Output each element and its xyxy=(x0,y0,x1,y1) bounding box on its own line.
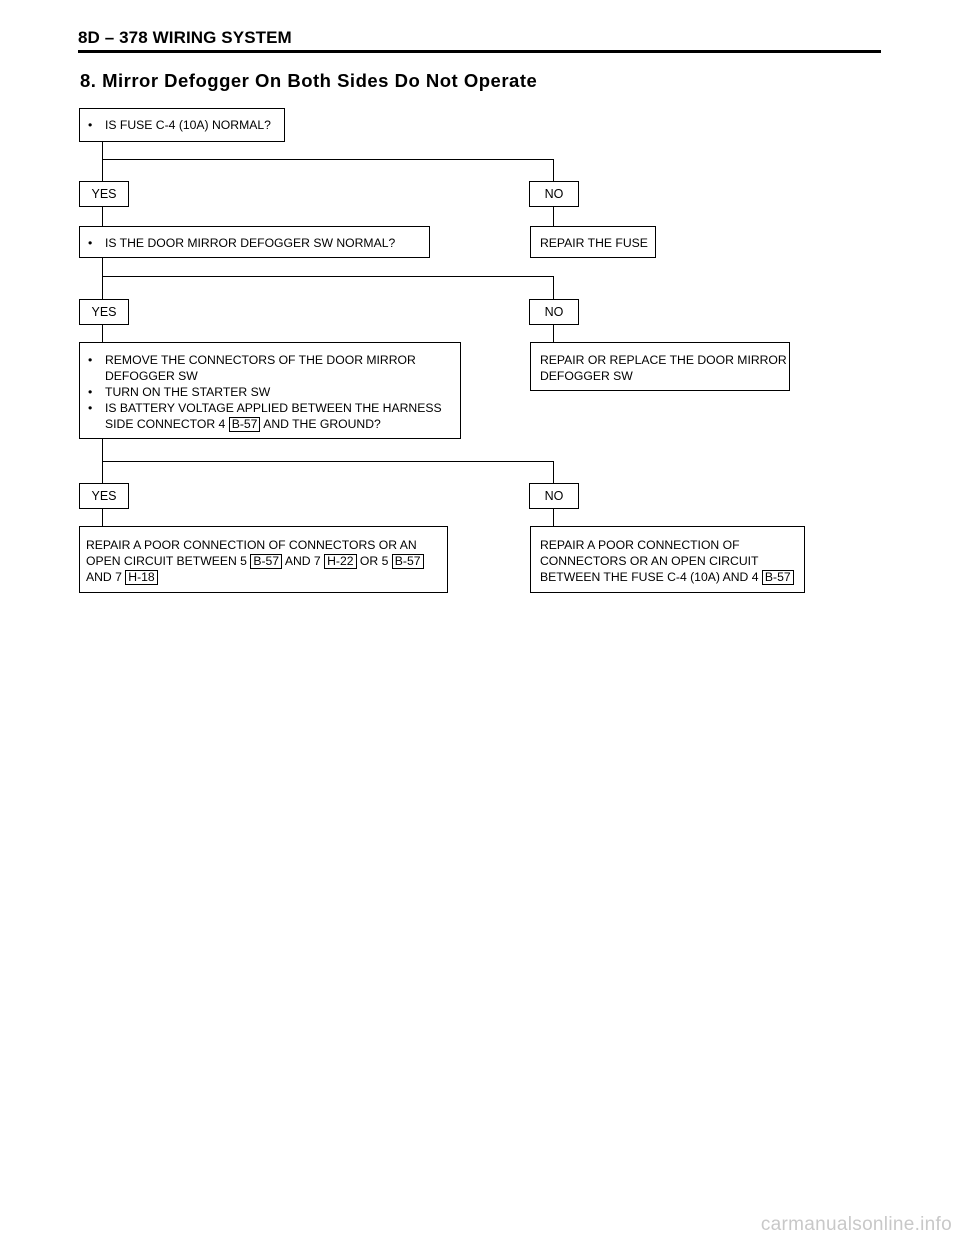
connector-ref-h18: H-18 xyxy=(125,570,157,585)
step1-question: • IS FUSE C-4 (10A) NORMAL? xyxy=(80,117,284,133)
no3-action-line2: CONNECTORS OR AN OPEN CIRCUIT xyxy=(540,554,759,568)
step3-bullet-starter: • TURN ON THE STARTER SW xyxy=(80,384,460,400)
yes3-action-box xyxy=(79,526,448,593)
no2-action-box xyxy=(530,342,790,391)
connector-ref-h22: H-22 xyxy=(324,554,356,569)
no3-action-box xyxy=(530,526,805,593)
connector-line xyxy=(102,324,103,342)
step2-question-box xyxy=(79,226,430,258)
connector-line xyxy=(102,276,554,277)
no2-action-line2: DEFOGGER SW xyxy=(540,369,633,383)
step2-question: • IS THE DOOR MIRROR DEFOGGER SW NORMAL? xyxy=(80,235,429,251)
connector-line xyxy=(102,257,103,299)
header-rule xyxy=(78,50,881,53)
step3-question-box xyxy=(79,342,461,439)
yes2-label: YES xyxy=(79,299,129,325)
connector-line xyxy=(553,461,554,483)
no1-action-box xyxy=(530,226,656,258)
connector-ref-b57: B-57 xyxy=(762,570,794,585)
no1-action: REPAIR THE FUSE xyxy=(540,236,648,250)
no3-action-line1: REPAIR A POOR CONNECTION OF xyxy=(540,538,740,552)
connector-line xyxy=(102,508,103,526)
page-title: 8. Mirror Defogger On Both Sides Do Not Operate xyxy=(80,70,538,91)
connector-line xyxy=(553,324,554,342)
page-header: 8D – 378 WIRING SYSTEM xyxy=(78,28,292,47)
no3-label: NO xyxy=(529,483,579,509)
connector-line xyxy=(102,159,554,160)
yes1-label: YES xyxy=(79,181,129,207)
connector-line xyxy=(553,508,554,526)
connector-line xyxy=(102,141,103,181)
watermark-footer: carmanualsonline.info xyxy=(760,1214,952,1235)
connector-ref-b57: B-57 xyxy=(229,417,261,432)
no2-action-line1: REPAIR OR REPLACE THE DOOR MIRROR xyxy=(540,353,787,367)
step3-bullet-remove: • REMOVE THE CONNECTORS OF THE DOOR MIRROR DEFOGGER SW xyxy=(80,352,460,384)
step1-question-box xyxy=(79,108,285,142)
connector-line xyxy=(553,159,554,181)
connector-ref-b57: B-57 xyxy=(392,554,424,569)
no3-action-line3: BETWEEN THE FUSE C-4 (10A) AND 4 B-57 xyxy=(540,570,794,584)
connector-line xyxy=(102,206,103,226)
yes3-action-line1: REPAIR A POOR CONNECTION OF CONNECTORS OR AN xyxy=(86,538,417,552)
connector-line xyxy=(553,276,554,299)
step3-bullet-voltage: • IS BATTERY VOLTAGE APPLIED BETWEEN THE HARNESS SIDE CONNECTOR 4 B-57 AND THE GROUND? xyxy=(80,400,460,432)
yes3-label: YES xyxy=(79,483,129,509)
connector-line xyxy=(102,461,554,462)
yes3-action-line2: OPEN CIRCUIT BETWEEN 5 B-57 AND 7 H-22 OR 5 B-57 xyxy=(86,554,424,568)
no2-label: NO xyxy=(529,299,579,325)
yes3-action-line3: AND 7 H-18 xyxy=(86,570,158,584)
connector-ref-b57: B-57 xyxy=(250,554,282,569)
connector-line xyxy=(553,206,554,226)
no1-label: NO xyxy=(529,181,579,207)
